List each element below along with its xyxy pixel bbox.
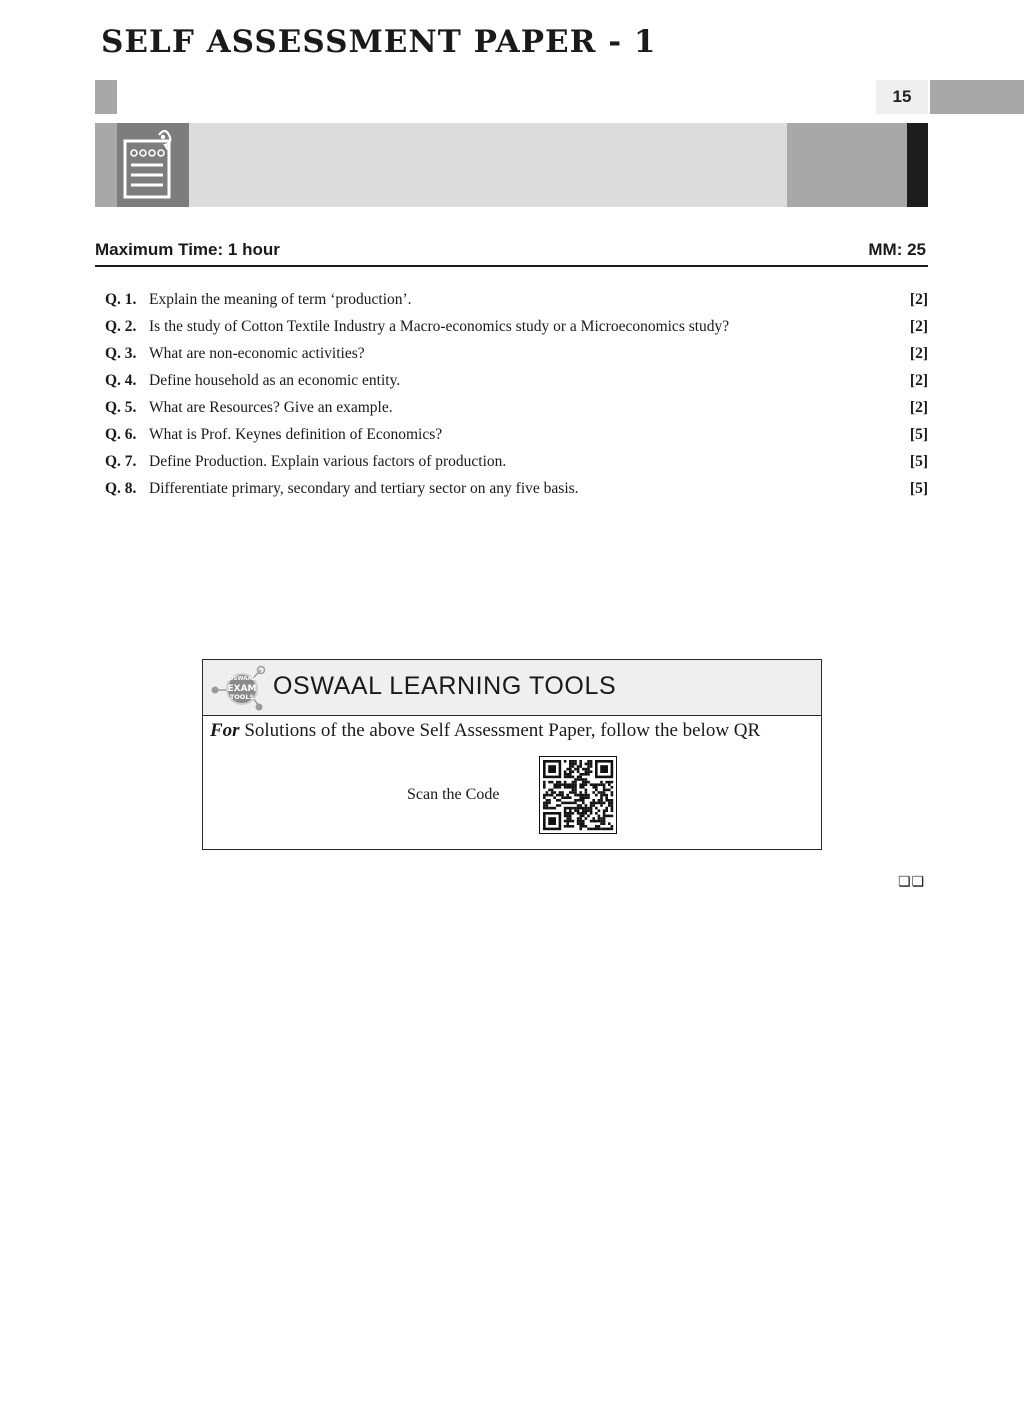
question-marks: [5] bbox=[909, 426, 928, 443]
max-time-label: Maximum Time: 1 hour bbox=[95, 240, 280, 259]
question-text: What are non-economic activities? bbox=[149, 345, 365, 362]
question-row bbox=[105, 421, 928, 448]
question-marks: [2] bbox=[909, 372, 928, 389]
header-divider bbox=[95, 265, 928, 267]
question-row bbox=[105, 448, 928, 475]
question-marks: [5] bbox=[909, 453, 928, 470]
question-row bbox=[105, 394, 928, 421]
end-of-section-marks: ❏❏ bbox=[898, 874, 926, 890]
max-marks-label: MM: 25 bbox=[868, 240, 926, 259]
question-marks: [2] bbox=[909, 345, 928, 362]
learning-tools-box bbox=[202, 659, 822, 850]
logo-text-exam: EXAM bbox=[227, 684, 257, 694]
question-text: Explain the meaning of term ‘production’. bbox=[149, 291, 412, 308]
instruction-for: For bbox=[210, 720, 240, 741]
top-left-accent-block bbox=[95, 80, 117, 114]
title-band-lead bbox=[95, 123, 117, 207]
learning-tools-title: OSWAAL LEARNING TOOLS bbox=[273, 672, 617, 700]
question-text: Is the study of Cotton Textile Industry a Macro-economics study or a Microeconomics study? bbox=[149, 318, 730, 335]
learning-tools-instruction bbox=[210, 720, 760, 742]
question-marks: [5] bbox=[909, 480, 928, 497]
question-number: Q. 1. bbox=[105, 291, 137, 308]
paper-meta-row bbox=[95, 238, 928, 264]
page-title: SELF ASSESSMENT PAPER - 1 bbox=[101, 24, 657, 60]
question-row bbox=[105, 475, 928, 502]
learning-tools-header bbox=[203, 660, 821, 716]
question-text: Differentiate primary, secondary and tertiary sector on any five basis. bbox=[149, 480, 579, 497]
question-number: Q. 8. bbox=[105, 480, 137, 497]
question-row bbox=[105, 367, 928, 394]
question-number: Q. 6. bbox=[105, 426, 137, 443]
question-text: What is Prof. Keynes definition of Economics? bbox=[149, 426, 443, 443]
instruction-rest: Solutions of the above Self Assessment Paper, follow the below QR bbox=[239, 720, 761, 741]
title-band bbox=[95, 123, 928, 207]
document-icon bbox=[117, 123, 189, 207]
question-text: Define household as an economic entity. bbox=[149, 372, 401, 389]
title-band-grey-block bbox=[787, 123, 907, 207]
question-row bbox=[105, 313, 928, 340]
question-number: Q. 7. bbox=[105, 453, 137, 470]
logo-text-oswaal: OSWAAL bbox=[228, 676, 256, 682]
question-text: What are Resources? Give an example. bbox=[149, 399, 393, 416]
title-band-dark-block bbox=[907, 123, 928, 207]
scan-label: Scan the Code bbox=[407, 786, 500, 803]
question-row bbox=[105, 340, 928, 367]
question-list bbox=[105, 286, 928, 502]
question-row bbox=[105, 286, 928, 313]
question-marks: [2] bbox=[909, 318, 928, 335]
top-right-accent-bar bbox=[930, 80, 1024, 114]
question-marks: [2] bbox=[909, 399, 928, 416]
oswaal-exam-tools-logo bbox=[209, 664, 265, 712]
page-number: 15 bbox=[876, 80, 928, 114]
question-text: Define Production. Explain various factors of production. bbox=[149, 453, 507, 470]
logo-text-tools: TOOLS bbox=[229, 693, 255, 701]
question-number: Q. 4. bbox=[105, 372, 137, 389]
question-number: Q. 2. bbox=[105, 318, 137, 335]
qr-code-icon[interactable] bbox=[539, 756, 617, 834]
question-marks: [2] bbox=[909, 291, 928, 308]
question-number: Q. 3. bbox=[105, 345, 137, 362]
question-number: Q. 5. bbox=[105, 399, 137, 416]
